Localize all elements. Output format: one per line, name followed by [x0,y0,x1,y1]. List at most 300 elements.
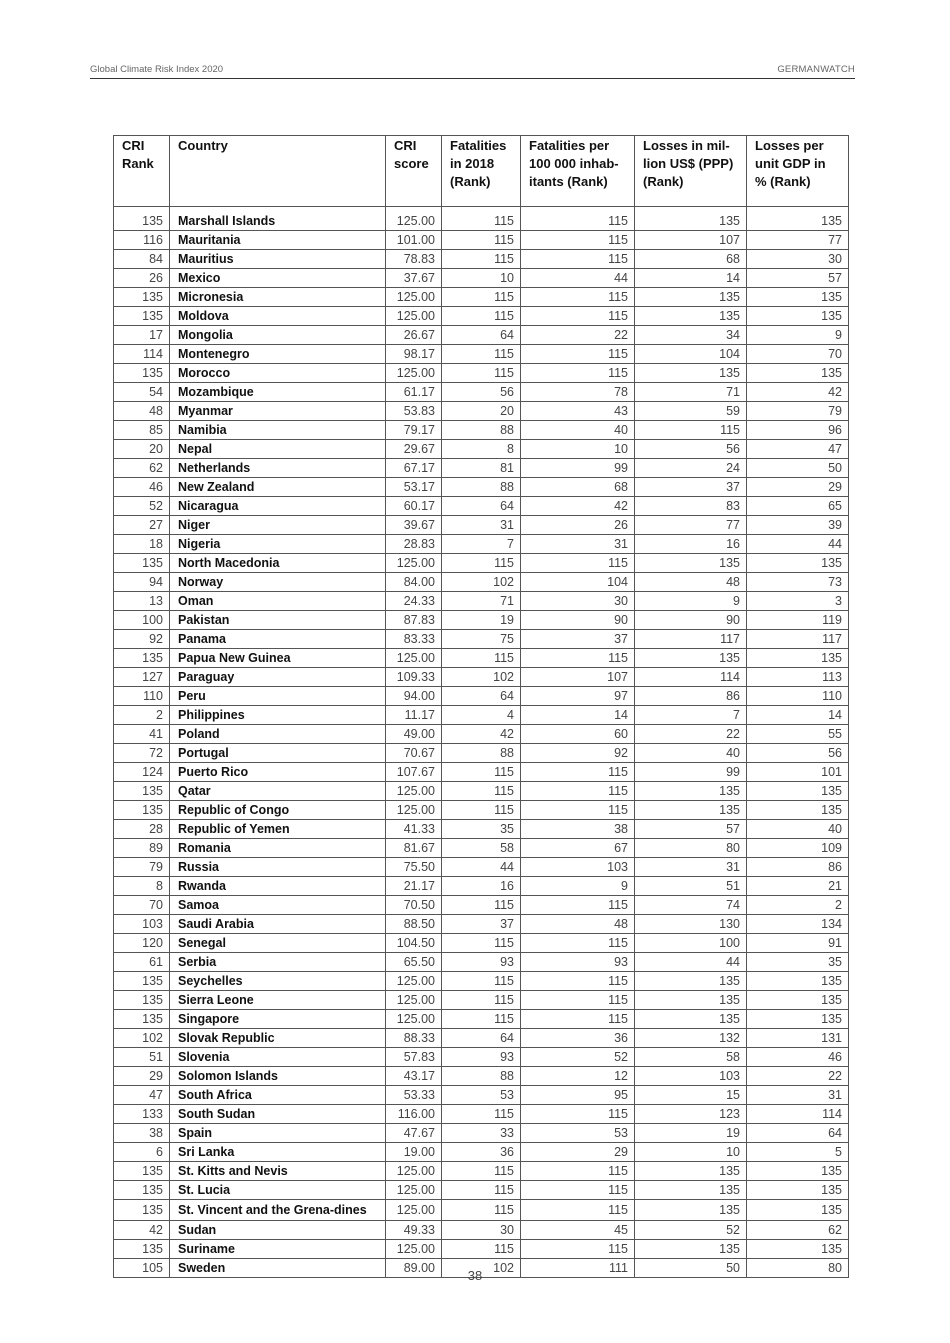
table-row [114,1200,849,1221]
cell-cri-score: 94.00 [386,687,442,706]
cell-losses-ppp-rank: 90 [635,611,747,630]
cell-losses-gdp-rank: 21 [747,877,849,896]
cell-cri-rank: 135 [114,1010,170,1029]
cell-cri-score: 84.00 [386,573,442,592]
cell-fatalities-rank: 102 [442,668,521,687]
cell-cri-score: 125.00 [386,307,442,326]
cell-losses-ppp-rank: 37 [635,478,747,497]
col-header-fatalities: Fatalities in 2018 (Rank) [442,136,521,207]
cell-country: Peru [170,687,386,706]
cell-country: Netherlands [170,459,386,478]
cell-cri-score: 125.00 [386,1010,442,1029]
cell-losses-ppp-rank: 57 [635,820,747,839]
cell-country: Poland [170,725,386,744]
cell-losses-gdp-rank: 40 [747,820,849,839]
cri-table [113,135,849,1278]
cell-losses-gdp-rank: 56 [747,744,849,763]
cell-losses-ppp-rank: 132 [635,1029,747,1048]
cell-losses-ppp-rank: 34 [635,326,747,345]
cell-losses-ppp-rank: 103 [635,1067,747,1086]
cell-losses-gdp-rank: 50 [747,459,849,478]
cell-fatalities-rank: 115 [442,991,521,1010]
cell-country: Solomon Islands [170,1067,386,1086]
cell-losses-gdp-rank: 110 [747,687,849,706]
cell-cri-score: 101.00 [386,231,442,250]
cell-losses-ppp-rank: 114 [635,668,747,687]
cell-fatalities-per-capita-rank: 115 [521,207,635,231]
col-header-losses-ppp: Losses in mil-lion US$ (PPP) (Rank) [635,136,747,207]
cell-losses-gdp-rank: 135 [747,991,849,1010]
cell-country: Papua New Guinea [170,649,386,668]
table-row [114,421,849,440]
cell-cri-score: 41.33 [386,820,442,839]
cell-fatalities-rank: 30 [442,1221,521,1240]
cell-fatalities-rank: 88 [442,744,521,763]
cell-cri-score: 49.00 [386,725,442,744]
cell-country: Mauritania [170,231,386,250]
cell-losses-gdp-rank: 62 [747,1221,849,1240]
cell-cri-score: 75.50 [386,858,442,877]
cell-cri-score: 83.33 [386,630,442,649]
cell-fatalities-rank: 75 [442,630,521,649]
cell-country: Paraguay [170,668,386,687]
cell-losses-gdp-rank: 3 [747,592,849,611]
cell-cri-rank: 46 [114,478,170,497]
cell-fatalities-per-capita-rank: 115 [521,1200,635,1221]
cell-losses-ppp-rank: 52 [635,1221,747,1240]
cell-losses-gdp-rank: 39 [747,516,849,535]
cell-cri-rank: 54 [114,383,170,402]
cell-cri-score: 88.50 [386,915,442,934]
cell-fatalities-per-capita-rank: 115 [521,1181,635,1200]
cell-fatalities-rank: 115 [442,782,521,801]
cell-cri-score: 79.17 [386,421,442,440]
cell-losses-gdp-rank: 14 [747,706,849,725]
cell-losses-gdp-rank: 135 [747,364,849,383]
cell-cri-rank: 135 [114,554,170,573]
cell-country: Portugal [170,744,386,763]
cell-losses-gdp-rank: 101 [747,763,849,782]
cell-country: Sweden [170,1259,386,1278]
cell-fatalities-rank: 102 [442,1259,521,1278]
cell-cri-rank: 120 [114,934,170,953]
cell-cri-score: 53.33 [386,1086,442,1105]
table-row [114,953,849,972]
cell-cri-score: 89.00 [386,1259,442,1278]
cell-losses-ppp-rank: 56 [635,440,747,459]
table-row [114,383,849,402]
cell-country: Republic of Yemen [170,820,386,839]
cell-cri-rank: 52 [114,497,170,516]
cell-losses-ppp-rank: 80 [635,839,747,858]
cell-cri-score: 125.00 [386,1181,442,1200]
cell-losses-ppp-rank: 104 [635,345,747,364]
cell-cri-rank: 135 [114,1240,170,1259]
cell-fatalities-per-capita-rank: 9 [521,877,635,896]
cell-cri-score: 125.00 [386,782,442,801]
cell-cri-rank: 114 [114,345,170,364]
table-row [114,307,849,326]
cell-cri-rank: 13 [114,592,170,611]
cell-fatalities-rank: 36 [442,1143,521,1162]
cell-cri-score: 125.00 [386,364,442,383]
table-row [114,1105,849,1124]
table-row [114,1010,849,1029]
cell-country: Mauritius [170,250,386,269]
cell-cri-rank: 135 [114,1181,170,1200]
cell-losses-ppp-rank: 15 [635,1086,747,1105]
cell-losses-gdp-rank: 109 [747,839,849,858]
cell-fatalities-per-capita-rank: 29 [521,1143,635,1162]
cell-fatalities-per-capita-rank: 53 [521,1124,635,1143]
cell-fatalities-per-capita-rank: 67 [521,839,635,858]
cell-cri-score: 78.83 [386,250,442,269]
cell-cri-score: 125.00 [386,207,442,231]
cell-fatalities-per-capita-rank: 26 [521,516,635,535]
cell-losses-gdp-rank: 114 [747,1105,849,1124]
cell-fatalities-rank: 64 [442,687,521,706]
cell-cri-rank: 42 [114,1221,170,1240]
cell-fatalities-rank: 58 [442,839,521,858]
cell-cri-score: 125.00 [386,972,442,991]
cell-losses-gdp-rank: 135 [747,1162,849,1181]
cell-country: Rwanda [170,877,386,896]
cell-losses-ppp-rank: 31 [635,858,747,877]
cell-fatalities-rank: 16 [442,877,521,896]
cell-fatalities-rank: 115 [442,231,521,250]
table-row [114,706,849,725]
table-row [114,250,849,269]
publisher-name: GERMANWATCH [777,64,855,75]
cell-cri-score: 61.17 [386,383,442,402]
cell-country: Romania [170,839,386,858]
table-row [114,535,849,554]
cell-country: Slovak Republic [170,1029,386,1048]
table-row [114,497,849,516]
cell-fatalities-rank: 115 [442,1240,521,1259]
cell-losses-ppp-rank: 40 [635,744,747,763]
cell-fatalities-per-capita-rank: 60 [521,725,635,744]
cell-losses-ppp-rank: 135 [635,288,747,307]
cell-fatalities-per-capita-rank: 115 [521,554,635,573]
cell-cri-rank: 105 [114,1259,170,1278]
cell-cri-rank: 6 [114,1143,170,1162]
cell-fatalities-rank: 8 [442,440,521,459]
cell-losses-gdp-rank: 113 [747,668,849,687]
cell-fatalities-rank: 115 [442,972,521,991]
cell-fatalities-per-capita-rank: 104 [521,573,635,592]
cell-country: Nicaragua [170,497,386,516]
cell-cri-score: 11.17 [386,706,442,725]
table-row [114,1029,849,1048]
cell-losses-ppp-rank: 7 [635,706,747,725]
cell-losses-ppp-rank: 14 [635,269,747,288]
cell-cri-rank: 79 [114,858,170,877]
cell-losses-gdp-rank: 5 [747,1143,849,1162]
cell-fatalities-per-capita-rank: 115 [521,1240,635,1259]
cell-fatalities-per-capita-rank: 68 [521,478,635,497]
cell-losses-gdp-rank: 42 [747,383,849,402]
table-row [114,991,849,1010]
table-row [114,934,849,953]
cell-country: Republic of Congo [170,801,386,820]
cell-fatalities-per-capita-rank: 14 [521,706,635,725]
table-row [114,207,849,231]
cell-cri-score: 60.17 [386,497,442,516]
cell-cri-rank: 133 [114,1105,170,1124]
cell-losses-ppp-rank: 24 [635,459,747,478]
cell-cri-score: 125.00 [386,649,442,668]
cell-cri-score: 125.00 [386,1162,442,1181]
table-row [114,1221,849,1240]
table-header-row [114,136,849,207]
col-header-losses-gdp: Losses per unit GDP in % (Rank) [747,136,849,207]
cell-losses-gdp-rank: 119 [747,611,849,630]
cell-fatalities-rank: 115 [442,649,521,668]
cell-cri-rank: 41 [114,725,170,744]
cell-fatalities-per-capita-rank: 37 [521,630,635,649]
cell-country: Mexico [170,269,386,288]
table-row [114,858,849,877]
cell-country: Montenegro [170,345,386,364]
cell-fatalities-per-capita-rank: 92 [521,744,635,763]
cell-cri-score: 125.00 [386,1200,442,1221]
cell-losses-ppp-rank: 135 [635,554,747,573]
report-title: Global Climate Risk Index 2020 [90,64,224,75]
cell-cri-score: 21.17 [386,877,442,896]
cell-losses-gdp-rank: 131 [747,1029,849,1048]
cell-cri-rank: 100 [114,611,170,630]
cell-fatalities-per-capita-rank: 115 [521,782,635,801]
cell-fatalities-per-capita-rank: 115 [521,345,635,364]
cell-country: Spain [170,1124,386,1143]
cell-cri-score: 53.17 [386,478,442,497]
table-row [114,478,849,497]
cell-country: Micronesia [170,288,386,307]
table-row [114,1162,849,1181]
table-row [114,649,849,668]
cell-country: Qatar [170,782,386,801]
cell-country: South Sudan [170,1105,386,1124]
table-row [114,573,849,592]
cell-cri-score: 24.33 [386,592,442,611]
cell-cri-rank: 17 [114,326,170,345]
cell-country: Myanmar [170,402,386,421]
table-row [114,972,849,991]
cell-losses-gdp-rank: 65 [747,497,849,516]
cell-fatalities-per-capita-rank: 40 [521,421,635,440]
cell-fatalities-per-capita-rank: 111 [521,1259,635,1278]
cell-losses-gdp-rank: 135 [747,207,849,231]
cell-losses-gdp-rank: 31 [747,1086,849,1105]
cell-cri-rank: 110 [114,687,170,706]
cell-fatalities-per-capita-rank: 90 [521,611,635,630]
cell-losses-ppp-rank: 115 [635,421,747,440]
cell-fatalities-rank: 115 [442,307,521,326]
cell-losses-ppp-rank: 58 [635,1048,747,1067]
cell-cri-rank: 2 [114,706,170,725]
cell-cri-score: 88.33 [386,1029,442,1048]
cell-country: Marshall Islands [170,207,386,231]
cell-fatalities-rank: 115 [442,1181,521,1200]
cell-fatalities-per-capita-rank: 45 [521,1221,635,1240]
cell-losses-ppp-rank: 117 [635,630,747,649]
cell-fatalities-rank: 115 [442,345,521,364]
cell-losses-gdp-rank: 9 [747,326,849,345]
cell-country: Singapore [170,1010,386,1029]
cell-cri-rank: 61 [114,953,170,972]
cell-fatalities-per-capita-rank: 115 [521,934,635,953]
cell-fatalities-rank: 115 [442,554,521,573]
cell-cri-rank: 72 [114,744,170,763]
cell-fatalities-rank: 88 [442,1067,521,1086]
cell-losses-gdp-rank: 44 [747,535,849,554]
cell-fatalities-per-capita-rank: 44 [521,269,635,288]
cell-fatalities-per-capita-rank: 30 [521,592,635,611]
cell-losses-ppp-rank: 16 [635,535,747,554]
cell-losses-gdp-rank: 135 [747,782,849,801]
cell-country: Norway [170,573,386,592]
cell-cri-score: 107.67 [386,763,442,782]
cell-losses-gdp-rank: 2 [747,896,849,915]
cell-losses-ppp-rank: 77 [635,516,747,535]
cell-losses-ppp-rank: 9 [635,592,747,611]
cell-fatalities-rank: 7 [442,535,521,554]
cell-country: Pakistan [170,611,386,630]
cell-cri-score: 57.83 [386,1048,442,1067]
cell-losses-gdp-rank: 46 [747,1048,849,1067]
cell-losses-ppp-rank: 59 [635,402,747,421]
cell-fatalities-rank: 115 [442,1010,521,1029]
cell-fatalities-rank: 115 [442,250,521,269]
table-row [114,364,849,383]
cell-cri-score: 37.67 [386,269,442,288]
cell-losses-ppp-rank: 107 [635,231,747,250]
cell-fatalities-rank: 102 [442,573,521,592]
cell-losses-ppp-rank: 135 [635,207,747,231]
table-row [114,839,849,858]
table-row [114,592,849,611]
table-body [114,207,849,1278]
cell-fatalities-per-capita-rank: 78 [521,383,635,402]
cell-fatalities-per-capita-rank: 115 [521,801,635,820]
cell-cri-score: 70.50 [386,896,442,915]
cell-country: Philippines [170,706,386,725]
cell-country: Nepal [170,440,386,459]
table-row [114,1048,849,1067]
cell-losses-gdp-rank: 135 [747,1200,849,1221]
cell-cri-rank: 8 [114,877,170,896]
cell-cri-rank: 18 [114,535,170,554]
cell-losses-ppp-rank: 74 [635,896,747,915]
cell-losses-gdp-rank: 73 [747,573,849,592]
cell-losses-gdp-rank: 30 [747,250,849,269]
cell-losses-ppp-rank: 44 [635,953,747,972]
cell-fatalities-rank: 88 [442,421,521,440]
table-row [114,326,849,345]
cell-country: Suriname [170,1240,386,1259]
table-row [114,231,849,250]
cell-fatalities-per-capita-rank: 42 [521,497,635,516]
cell-losses-gdp-rank: 135 [747,307,849,326]
cell-fatalities-rank: 33 [442,1124,521,1143]
cell-cri-score: 125.00 [386,1240,442,1259]
cell-fatalities-per-capita-rank: 115 [521,1162,635,1181]
cell-fatalities-per-capita-rank: 115 [521,231,635,250]
table-row [114,782,849,801]
cell-fatalities-rank: 56 [442,383,521,402]
cell-losses-gdp-rank: 134 [747,915,849,934]
table-row [114,1067,849,1086]
cell-country: Senegal [170,934,386,953]
cell-fatalities-rank: 64 [442,497,521,516]
col-header-fatalities-per-capita: Fatalities per 100 000 inhab-itants (Rank) [521,136,635,207]
table-row [114,611,849,630]
cell-losses-ppp-rank: 135 [635,1010,747,1029]
cell-losses-ppp-rank: 135 [635,364,747,383]
cell-losses-ppp-rank: 135 [635,972,747,991]
table-row [114,269,849,288]
cell-cri-score: 49.33 [386,1221,442,1240]
cell-fatalities-per-capita-rank: 43 [521,402,635,421]
cell-cri-rank: 62 [114,459,170,478]
cell-cri-score: 109.33 [386,668,442,687]
cell-cri-score: 125.00 [386,288,442,307]
cell-country: South Africa [170,1086,386,1105]
page-number: 38 [467,1268,483,1283]
cell-cri-score: 98.17 [386,345,442,364]
cell-fatalities-rank: 115 [442,1200,521,1221]
cell-losses-ppp-rank: 135 [635,1240,747,1259]
col-header-country: Country [170,136,386,207]
cell-fatalities-per-capita-rank: 10 [521,440,635,459]
cell-fatalities-rank: 115 [442,896,521,915]
cell-losses-gdp-rank: 77 [747,231,849,250]
cell-country: New Zealand [170,478,386,497]
cell-country: Slovenia [170,1048,386,1067]
cell-fatalities-per-capita-rank: 48 [521,915,635,934]
cell-cri-rank: 135 [114,1200,170,1221]
cell-cri-rank: 103 [114,915,170,934]
cell-losses-ppp-rank: 71 [635,383,747,402]
cell-cri-rank: 47 [114,1086,170,1105]
table-row [114,877,849,896]
cell-country: Sri Lanka [170,1143,386,1162]
cell-losses-ppp-rank: 48 [635,573,747,592]
cell-losses-gdp-rank: 135 [747,972,849,991]
cell-cri-rank: 135 [114,991,170,1010]
cell-fatalities-per-capita-rank: 115 [521,972,635,991]
cell-losses-gdp-rank: 135 [747,554,849,573]
cell-cri-score: 125.00 [386,801,442,820]
cell-fatalities-rank: 115 [442,207,521,231]
cell-cri-score: 29.67 [386,440,442,459]
cell-fatalities-per-capita-rank: 115 [521,1105,635,1124]
table-row [114,915,849,934]
cell-losses-gdp-rank: 135 [747,649,849,668]
table-row [114,1240,849,1259]
cell-cri-score: 43.17 [386,1067,442,1086]
cell-losses-gdp-rank: 135 [747,1240,849,1259]
cell-losses-ppp-rank: 19 [635,1124,747,1143]
cell-fatalities-rank: 64 [442,326,521,345]
cell-losses-gdp-rank: 135 [747,1010,849,1029]
cell-fatalities-rank: 20 [442,402,521,421]
cell-cri-rank: 94 [114,573,170,592]
cell-cri-rank: 135 [114,801,170,820]
cell-fatalities-per-capita-rank: 115 [521,288,635,307]
table-row [114,801,849,820]
